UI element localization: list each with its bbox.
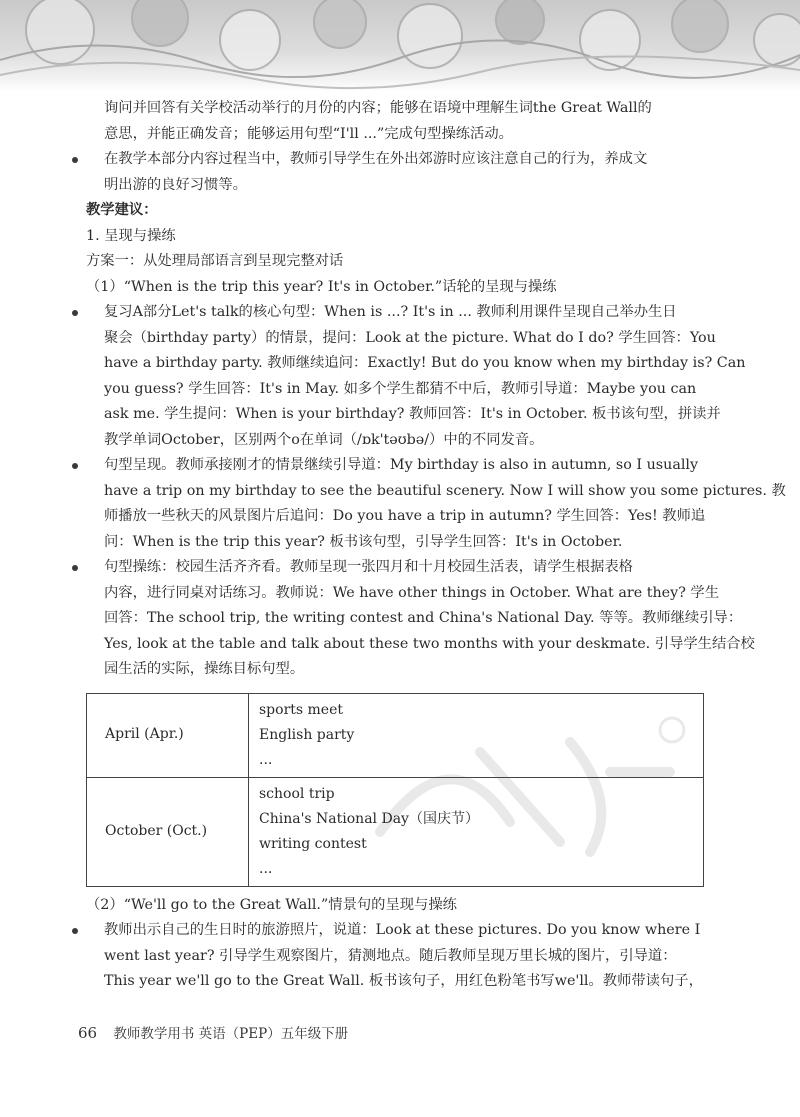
book-title: 教师教学用书 英语（PEP）五年级下册 (113, 1026, 349, 1042)
activities-cell (249, 777, 704, 886)
paragraph-line: 师播放一些秋天的风景图片后追问：Do you have a trip in autumn? 学生回答：Yes! 教师追 (104, 508, 706, 524)
activity-item: school trip (259, 785, 335, 802)
activity-item: writing contest (259, 835, 367, 852)
paragraph-line: have a trip on my birthday to see the beautiful scenery. Now I will show you some pictures. 教 (104, 482, 786, 499)
paragraph-line: Yes, look at the table and talk about these two months with your deskmate. 引导学生结合校 (104, 635, 755, 652)
paragraph-line: 聚会（birthday party）的情景，提问：Look at the picture. What do I do? 学生回答：You (104, 329, 716, 346)
section-heading: 教学建议： (86, 202, 158, 218)
paragraph-line: 内容，进行同桌对话练习。教师说：We have other things in October. What are they? 学生 (104, 584, 720, 601)
bullet-paragraph: 教师出示自己的生日时的旅游照片，说道：Look at these pictures. Do you know where I (86, 918, 726, 944)
month-cell: October (Oct.) (87, 777, 249, 886)
table-row (87, 693, 704, 777)
month-cell: April (Apr.) (87, 693, 249, 777)
bullet-paragraph: 复习A部分Let's talk的核心句型：When is ...? It's in ... 教师利用课件呈现自己举办生日 (86, 300, 726, 326)
activity-item: ... (259, 860, 273, 877)
paragraph-line: 回答：The school trip, the writing contest and China's National Day. 等等。教师继续引导： (104, 610, 743, 626)
activity-item: ... (259, 751, 273, 768)
paragraph-line: have a birthday party. 教师继续追问：Exactly! But do you know when my birthday is? Can (104, 355, 746, 371)
sub-heading: （1）“When is the trip this year? It's in October.”话轮的呈现与操练 (86, 278, 557, 295)
activity-item: China's National Day（国庆节） (259, 810, 479, 827)
sub-heading: （2）“We'll go to the Great Wall.”情景句的呈现与操练 (86, 896, 457, 913)
paragraph-line: 园生活的实际，操练目标句型。 (104, 661, 305, 677)
table-row (87, 777, 704, 886)
paragraph-line: 明出游的良好习惯等。 (104, 176, 247, 193)
paragraph-line: 教学单词October，区别两个o在单词（/ɒk'təʊbə/）中的不同发音。 (104, 431, 544, 448)
bullet-paragraph: 句型呈现。教师承接刚才的情景继续引导道：My birthday is also in autumn, so I usually (86, 453, 726, 479)
paragraph-line: you guess? 学生回答：It's in May. 如多个学生都猜不中后，教师引导道：Maybe you can (104, 380, 697, 397)
page-content (86, 96, 786, 995)
bullet-paragraph: 在教学本部分内容过程当中，教师引导学生在外出郊游时应该注意自己的行为，养成文 (86, 147, 726, 173)
floral-pattern-icon (0, 0, 800, 92)
school-activities-table (86, 693, 704, 887)
section-number: 1. 呈现与操练 (86, 227, 176, 244)
page-footer (78, 1022, 348, 1042)
activities-cell (249, 693, 704, 777)
page-number: 66 (78, 1024, 98, 1042)
activity-item: sports meet (259, 701, 343, 718)
paragraph-line: 意思，并能正确发音；能够运用句型“I'll ...”完成句型操练活动。 (104, 125, 513, 142)
paragraph-line: 问：When is the trip this year? 板书该句型，引导学生回答：It's in October. (104, 533, 623, 550)
paragraph-line: ask me. 学生提问：When is your birthday? 教师回答：It's in October. 板书该句型，拼读并 (104, 406, 721, 422)
paragraph-line: This year we'll go to the Great Wall. 板书该句子，用红色粉笔书写we'll。教师带读句子， (104, 973, 703, 989)
paragraph-line: 询问并回答有关学校活动举行的月份的内容；能够在语境中理解生词the Great Wall的 (104, 100, 652, 116)
paragraph-line: went last year? 引导学生观察图片，猜测地点。随后教师呈现万里长城的图片，引导道： (104, 947, 677, 964)
bullet-paragraph: 句型操练：校园生活齐齐看。教师呈现一张四月和十月校园生活表，请学生根据表格 (86, 555, 726, 581)
plan-heading: 方案一：从处理局部语言到呈现完整对话 (86, 253, 344, 269)
activity-item: English party (259, 726, 355, 743)
header-floral-band (0, 0, 800, 92)
